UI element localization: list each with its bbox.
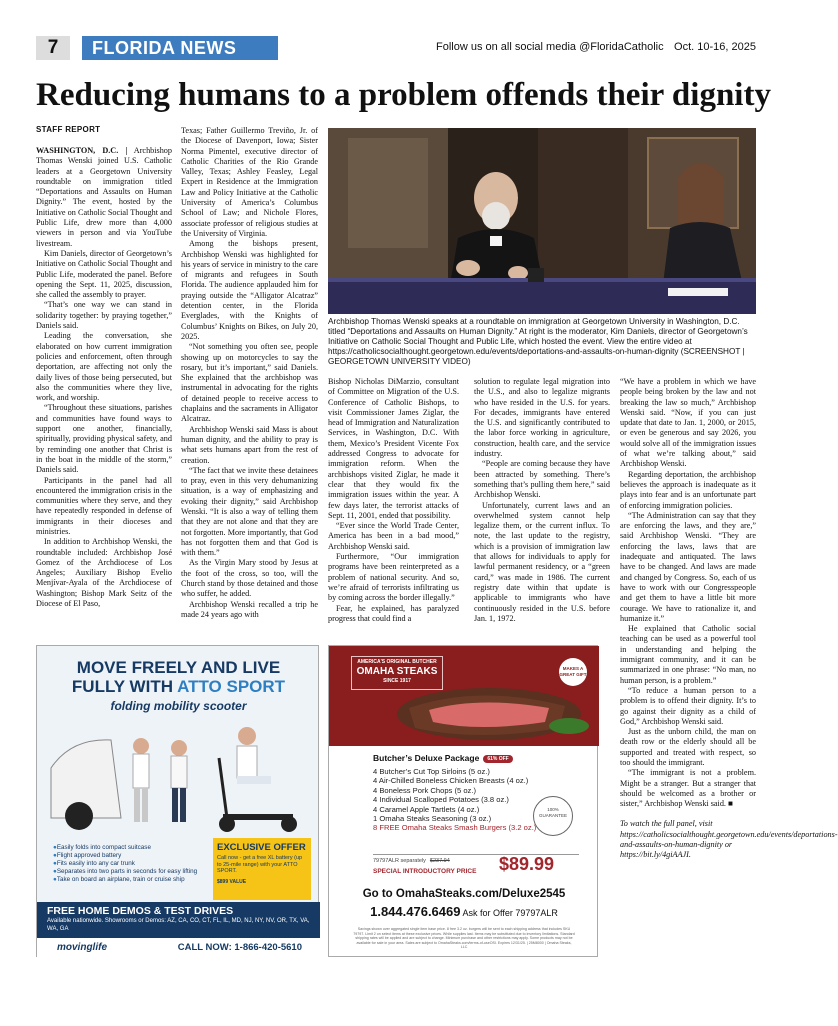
paragraph: Bishop Nicholas DiMarzio, consultant of Committee on Migration of the U.S. Conference of Catholic Bishops, to visit Commissioner James Ziglar, the head of Immigration and Naturalization Services, in Washington, D.C. With them, Mexico’s President Vicente Fox addressed Congress to advocate for immigration reform. When the archbishops visited Ziglar, he made it clear that they would fix the immigration issues within the year. A few days later, the terrorist attacks of Sept. 11, 2001, ended that possibility. [328, 377, 459, 520]
paragraph: WASHINGTON, D.C. | Archbishop Thomas Wenski joined U.S. Catholic leaders at a Georgetown University roundtable on immigration titled “Deportations and Assaults on Human Dignity.” The event, hosted by the Initiative on Catholic Social Thought and Public Life, drew more than 4,000 viewers in person and via YouTube livestream. [36, 146, 172, 248]
offer-body: Call now - get a free XL battery (up to 25-mile range) with your ATTO SPORT. [217, 855, 303, 874]
list-item: ● Easily folds into compact suitcase [53, 844, 213, 852]
paragraph: In addition to Archbishop Wenski, the roundtable included: Archbishop José Gomez of the Archdiocese of Los Angeles; Auxiliary Bishop Evelio Menjívar-Ayala of the Archdiocese of Washington; Bishop Mark Seitz of the Diocese of El Paso, [36, 537, 172, 609]
list-item: ● Separates into two parts in seconds for easy lifting [53, 868, 213, 876]
scooter-ad-footer [37, 938, 320, 958]
list-item: 4 Individual Scalloped Potatoes (3.8 oz.) [373, 795, 509, 805]
offer-value: $899 VALUE [217, 878, 247, 885]
discount-badge: 61% OFF [483, 755, 512, 763]
paragraph: “Not something you often see, people showing up on motorcycles to say the rosary, but it’s important,” said Daniels. She explained that the archbishop was instrumental in advocating for the rights of detained people to receive access to chaplains and the sacraments in Alligator Alcatraz. [181, 342, 318, 424]
sku-line: 79797ALR separately $237.94 [373, 858, 450, 864]
list-item: 4 Caramel Apple Tartlets (4 oz.) [373, 804, 480, 814]
paragraph: “People are coming because they have been attracted by something. There’s something that’s pulling them here,” said Archbishop Wenski. [474, 459, 610, 500]
demo-title: FREE HOME DEMOS & TEST DRIVES [47, 905, 234, 917]
list-item: 4 Butcher’s Cut Top Sirloins (5 oz.) [373, 767, 490, 776]
social-follow-text: Follow us on all social media @FloridaCatholic [436, 41, 664, 53]
page-number: 7 [36, 36, 70, 60]
order-url[interactable]: Go to OmahaSteaks.com/Deluxe2545 [362, 888, 566, 900]
watch-panel-note[interactable]: To watch the full panel, visit https://catholicsocialthought.georgetown.edu/events/deportations-and-assaults-on-human-dignity or https://bit.ly/4giAAJI. [620, 819, 838, 860]
list-item: 4 Air-Chilled Boneless Chicken Breasts (4 oz.) [373, 776, 529, 786]
paragraph: Furthermore, “Our immigration programs have been reinterpreted as a problem of national security. And so, we’re afraid of terrorists infiltrating us by coming across the border illegally.” [328, 552, 459, 603]
section-label: FLORIDA NEWS [82, 36, 278, 60]
steak-photo [329, 646, 599, 746]
paragraph: Texas; Father Guillermo Treviño, Jr. of the Diocese of Davenport, Iowa; Sister Norma Pimentel, executive director of Catholic Charities of the Rio Grande Valley, Texas; Ashley Feasley, Legal Expert in Residence at the Immigration Law and Policy Initiative at the Catholic University of America’s Columbus School of Law; and Nichole Flores, associate professor of religious studies at the University of Virginia. [181, 126, 318, 238]
scooter-ad-headline: MOVE FREELY AND LIVE FULLY WITH ATTO SPORT [71, 658, 286, 696]
call-now-number[interactable]: CALL NOW: 1-866-420-5610 [177, 942, 302, 953]
list-item: 4 Boneless Pork Chops (5 oz.) [373, 785, 476, 795]
demo-band [37, 902, 320, 938]
scooter-riders-illustration [51, 718, 307, 836]
guarantee-seal: 100% GUARANTEE [533, 796, 573, 836]
byline: STAFF REPORT [36, 125, 101, 134]
photo-caption: Archbishop Thomas Wenski speaks at a roundtable on immigration at Georgetown University in Washington, D.C. titled “Deportations and Assaults on Human Dignity.” At right is the moderator, Kim Daniels, director of Georgetown’s Initiative on Catholic Social Thought and Public Life, which hosted the event. View the entire video at https://catholicsocialthought.georgetown.edu/events/deportations-and-assaults-on-human-dignity (SCREENSHOT | GEORGETOWN UNIVERSITY VIDEO) [328, 317, 748, 366]
paragraph: Kim Daniels, director of Georgetown’s Initiative on Catholic Social Thought and Public Life, moderated the panel. Before opening the Sept. 11, 2025, discussion, she called the assembly to prayer. [36, 248, 172, 300]
dateline: WASHINGTON, D.C. | [36, 146, 128, 155]
paragraph: Participants in the panel had all encountered the immigration crisis in the communities where they serve, and they have repeatedly responded in defense of immigrants in their dioceses and ministries. [36, 475, 172, 536]
sale-price: $89.99 [499, 854, 555, 874]
demo-locations: Available nationwide. Showrooms or Demos: AZ, CA, CO, CT, FL, IL, MD, NJ, NY, NV, OR, TX, VA, WA, GA [47, 918, 310, 932]
paragraph: He explained that Catholic social teaching can be used as a powerful tool in understanding and helping the immigrant community, and it can be summarized in one phrase: “No man, no human person, is a problem.” [620, 624, 756, 685]
movinglife-logo: movinglife [57, 942, 108, 953]
issue-date: Oct. 10-16, 2025 [674, 41, 756, 53]
paragraph: Archbishop Wenski said Mass is about human dignity, and the ability to pray is what sets humans apart from the rest of creation. [181, 424, 318, 465]
paragraph: “The fact that we invite these detainees to pray, even in this very dehumanizing situation, is a way of emphasizing and evoking their dignity,” said Archbishop Wenski. “It is also a way of telling them that they are not alone and that they are not forgotten. More importantly, that God has not forgotten them and that God is with them.” [181, 465, 318, 558]
page-header [36, 36, 756, 60]
paragraph: As the Virgin Mary stood by Jesus at the foot of the cross, so too, will the Church stand by those detained and those who suffer, he added. [181, 558, 318, 599]
list-item: ● Fits easily into any car trunk [53, 860, 213, 868]
article-column-5 [620, 377, 838, 1017]
list-item: 1 Omaha Steaks Seasoning (3 oz.) [373, 814, 492, 824]
gift-badge: MAKES A GREAT GIFT [559, 658, 587, 686]
list-item: 8 FREE Omaha Steaks Smash Burgers (3.2 oz.) [373, 823, 537, 833]
paragraph: Leading the conversation, she elaborated on how current immigration policies and enforcement, often through deportation, are affecting not only the daily lives of those being persecuted, but also the communities where they live, work, and worship. [36, 331, 172, 403]
paragraph: Regarding deportation, the archbishop believes the approach is inadequate as it plays into fear and is an unfortunate part of enforcing immigration policies. [620, 469, 756, 510]
list-item: ● Take on board an airplane, train or cruise ship [53, 876, 213, 884]
paragraph: Among the bishops present, Archbishop Wenski was highlighted for his years of service in ministry to the care of migrants and refugees in South Florida. The audience applauded him for praying outside the “Alligator Alcatraz” detention center, in the Florida Everglades, with the Knights of Columbus’ Knights on Bikes, on July 20, 2025. [181, 239, 318, 341]
article-headline: Reducing humans to a problem offends their dignity [36, 77, 771, 113]
was-price: $237.94 [429, 858, 450, 864]
paragraph: Fear, he explained, has paralyzed progress that could find a [328, 603, 459, 623]
paragraph: “Throughout these situations, parishes and communities have found ways to support one another, financially, spiritually, providing physical safety, and by reminding one another that Christ is in the boat in the middle of the storm,” Daniels said. [36, 403, 172, 475]
fine-print: Savings shown over aggregated single item base price. 8 free 3.2 oz. burgers will be sent to each shipping address that includes SKU 79797. Limit 2 on select items at these exclusive prices. While supplies last. Items may be substituted due to inventory limitations. Standard shipping rates will be applied and are subject to change. Minimum purchase and other restrictions may apply. Some products may not be available for sale in your area. Sales are subject to OmahaSteaks.com/terms-of-useOSI. Expires 12/31/25. | 25M8000 | Omaha Steaks, LLC [353, 927, 575, 950]
paragraph: solution to regulate legal migration into the U.S., and also to legalize migrants who have resided in the U.S. for years. For decades, immigrants have entered the U.S. and significantly contributed to the labor force working in agriculture, construction, health care, and the service industry. [474, 377, 610, 459]
paragraph: Archbishop Wenski recalled a trip he made 24 years ago with [181, 599, 318, 619]
article-column-3 [328, 377, 459, 639]
omaha-steaks-ad[interactable] [328, 645, 598, 957]
exclusive-offer-box [213, 838, 311, 900]
package-title: Butcher’s Deluxe Package 61% OFF [373, 753, 513, 763]
roundtable-photo [328, 128, 756, 314]
paragraph: “To reduce a human person to a problem is to offend their dignity. It’s to go against their dignity as a child of God,” Archbishop Wenski said. [620, 685, 756, 726]
paragraph: “That’s one way we can stand in solidarity together: by praying together,” Daniels said. [36, 300, 172, 331]
package-items [373, 767, 536, 833]
scooter-ad[interactable] [36, 645, 319, 957]
roundtable-illustration [328, 128, 756, 314]
scooter-feature-list [53, 844, 213, 884]
paragraph: “The Administration can say that they are enforcing the laws, and they are,” said Archbishop Wenski. “They are enforcing the laws, laws that are inadequate and antiquated. The laws have to be changed. And laws are made and changed by Congress. So, each of us have to work with our Congresspeople and get them to have a little bit more courage. We have to rationalize it, and humanize it.” [620, 510, 756, 623]
order-phone[interactable]: 1.844.476.6469 Ask for Offer 79797ALR [370, 904, 558, 919]
paragraph: “Ever since the World Trade Center, America has been in a bad mood,” Archbishop Wenski said. [328, 521, 459, 551]
article-column-1 [36, 146, 172, 638]
paragraph: Just as the unborn child, the man on death row or the elderly should all be supported and treated with respect, so too should the immigrant. [620, 727, 756, 767]
paragraph: “We have a problem in which we have people being broken by the law and not breaking the law so much,” Archbishop Wenski said. “Now, if you can just update that date to Jan. 1, 2000, or 2015, or even be generous and say 2026, you would solve all of the immigration issues of what we’re talking about,” said Archbishop Wenski. [620, 377, 756, 469]
article-column-4 [474, 377, 610, 639]
paragraph: “The immigrant is not a problem. Might be a stranger. But a stranger that should be welcomed as a brother or sister,” Archbishop Wenski said. ■ [620, 768, 756, 809]
paragraph: Unfortunately, current laws and an overwhelmed system cannot help legalize them, or the current influx. To note, the last update to the registry, which is a provision of immigration law that allows for individuals to apply for lawful permanent residency, or a “green card,” was made in 1986. The current registry date within that update is applicable to immigrants who have continuously resided in the U.S. before Jan. 1, 1972. [474, 500, 610, 623]
omaha-steaks-logo: AMERICA'S ORIGINAL BUTCHER OMAHA STEAKS SINCE 1917 [351, 656, 443, 690]
offer-title: EXCLUSIVE OFFER [217, 842, 306, 853]
article-column-2 [181, 126, 318, 638]
list-item: ● Flight approved battery [53, 852, 213, 860]
intro-price-label: SPECIAL INTRODUCTORY PRICE [373, 868, 477, 875]
scooter-ad-subtitle: folding mobility scooter [110, 699, 247, 713]
